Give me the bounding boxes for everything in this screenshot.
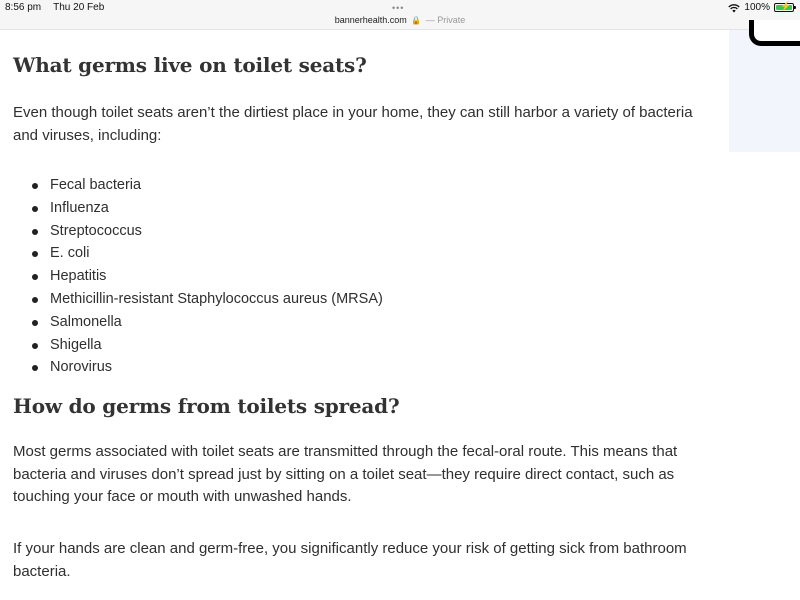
bullet-icon — [32, 206, 38, 212]
list-item — [13, 334, 383, 357]
germ-label: Influenza — [50, 199, 109, 216]
heading-germs-spread: How do germs from toilets spread? — [13, 394, 400, 418]
bullet-icon — [32, 320, 38, 326]
germ-label: Norovirus — [50, 359, 113, 376]
bullet-icon — [32, 343, 38, 349]
list-item — [13, 174, 383, 197]
germ-label: Hepatitis — [50, 268, 107, 285]
list-item — [13, 265, 383, 288]
germ-label: Shigella — [50, 336, 102, 353]
private-mode-label: — Private — [425, 15, 466, 25]
url-text: bannerhealth.com — [334, 15, 407, 25]
status-right — [728, 2, 794, 13]
germ-label: Fecal bacteria — [50, 177, 142, 193]
status-date: Thu 20 Feb — [53, 2, 105, 13]
germ-label: Salmonella — [50, 313, 122, 330]
germ-label: Methicillin-resistant Staphylococcus aureus (MRSA) — [50, 290, 383, 307]
list-item — [13, 197, 383, 220]
germ-label: E. coli — [50, 245, 90, 262]
bullet-icon — [32, 229, 38, 235]
address-bar[interactable] — [0, 15, 800, 25]
bullet-icon — [32, 183, 38, 189]
tab-overview-dots[interactable]: ••• — [392, 3, 405, 13]
germ-label: Streptococcus — [50, 222, 142, 239]
bullet-icon — [32, 274, 38, 280]
list-item — [13, 288, 383, 311]
battery-icon — [774, 3, 794, 12]
wifi-icon — [728, 3, 740, 13]
bullet-icon — [32, 365, 38, 371]
bullet-icon — [32, 297, 38, 303]
status-bar — [0, 0, 800, 30]
device-illustration — [749, 20, 800, 46]
charging-bolt-icon: ⚡ — [780, 1, 792, 11]
spread-paragraph-1: Most germs associated with toilet seats are transmitted through the fecal-oral route. This means that bacteria and viruses don’t spread just by sitting on a toilet seat—they require direct contact, such as touching your face or mouth with unwashed hands. — [13, 443, 678, 505]
side-ad-panel — [729, 30, 800, 152]
battery-percent: 100% — [744, 2, 770, 13]
heading-germs-on-seats: What germs live on toilet seats? — [13, 53, 367, 77]
germ-list — [13, 174, 383, 379]
list-item — [13, 220, 383, 243]
spread-paragraph-2: If your hands are clean and germ-free, you significantly reduce your risk of getting sick from bathroom bacteria. — [13, 540, 687, 580]
list-item — [13, 356, 383, 379]
bullet-icon — [32, 251, 38, 257]
status-left — [5, 2, 104, 13]
list-item — [13, 242, 383, 265]
intro-paragraph: Even though toilet seats aren’t the dirtiest place in your home, they can still harbor a variety of bacteria and viruses, including: — [13, 104, 693, 144]
list-item — [13, 311, 383, 334]
status-time: 8:56 pm — [5, 2, 42, 13]
lock-icon: 🔒 — [411, 16, 422, 25]
